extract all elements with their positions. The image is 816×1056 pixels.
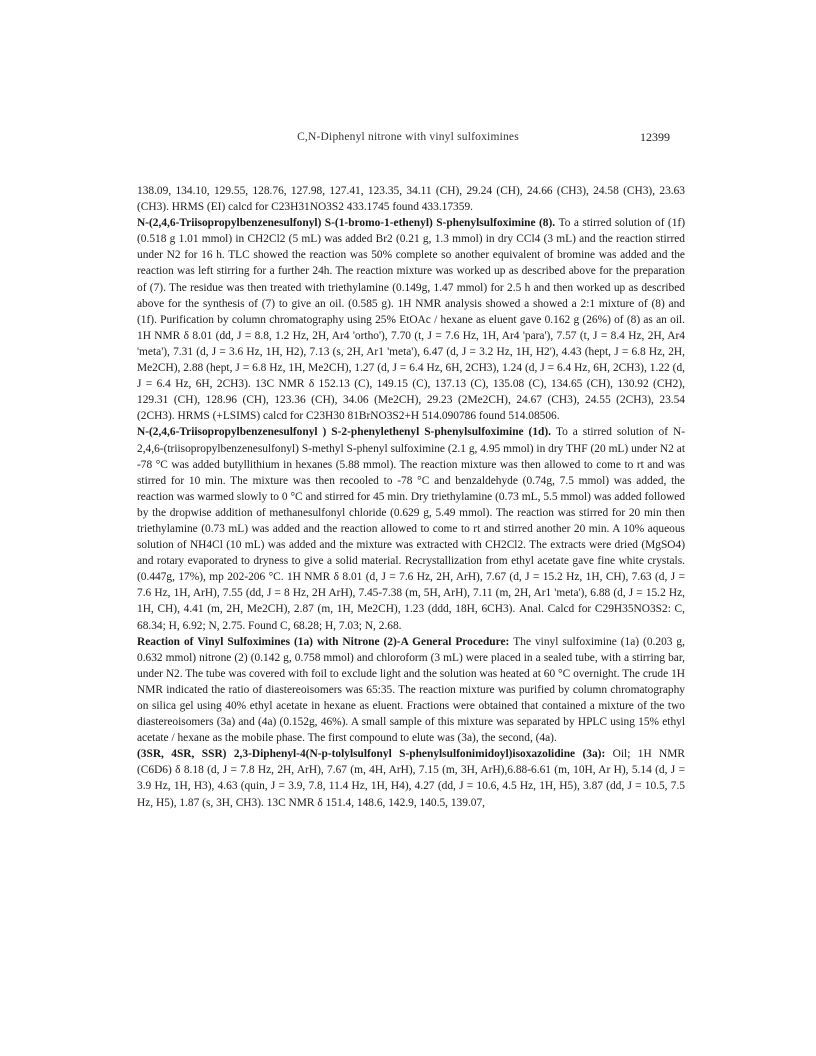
paragraph-heading: N-(2,4,6-Triisopropylbenzenesulfonyl) S-(1-bromo-1-ethenyl) S-phenylsulfoximine (8). bbox=[137, 217, 559, 230]
page-number: 12399 bbox=[640, 130, 670, 144]
paragraph-heading: (3SR, 4SR, SSR) 2,3-Diphenyl-4(N-p-tolylsulfonyl S-phenylsulfonimidoyl)isoxazolidine (3a): bbox=[137, 748, 613, 761]
paragraph-nmr-data-continued bbox=[137, 183, 685, 215]
running-title: C,N-Diphenyl nitrone with vinyl sulfoximines bbox=[297, 131, 519, 143]
paragraph-text: 138.09, 134.10, 129.55, 128.76, 127.98, 127.41, 123.35, 34.11 (CH), 29.24 (CH), 24.66 (CH3), 24.58 (CH3), 23.63 (CH3). HRMS (EI) calcd for C23H31NO3S2 433.1745 found 433.17359. bbox=[137, 185, 685, 214]
paragraph-compound-1d bbox=[137, 424, 685, 633]
paragraph-text: To a stirred solution of (1f) (0.518 g 1.01 mmol) in CH2Cl2 (5 mL) was added Br2 (0.21 g, 1.3 mmol) in dry CCl4 (3 mL) and the reaction stirred under N2 for 16 h. TLC showed the reaction was 50% complete so another equivalent of bromine was added and the reaction was left stirring for a further 24h. The reaction mixture was worked up as described above for the preparation of (7). The residue was then treated with triethylamine (0.149g, 1.47 mmol) for 2.5 h and then worked up as described above for the synthesis of (7) to give an oil. (0.585 g). 1H NMR analysis showed a showed a 2:1 mixture of (8) and (1f). Purification by column chromatography using 25% EtOAc / hexane as eluent gave 0.162 g (26%) of (8) as an oil. 1H NMR δ 8.01 (dd, J = 8.8, 1.2 Hz, 2H, Ar4 'ortho'), 7.70 (t, J = 7.6 Hz, 1H, Ar4 'para'), 7.57 (t, J = 8.4 Hz, 2H, Ar4 'meta'), 7.31 (d, J = 3.6 Hz, 1H, H2), 7.13 (s, 2H, Ar1 'meta'), 6.47 (d, J = 3.2 Hz, 1H, H2'), 4.43 (hept, J = 6.8 Hz, 2H, Me2CH), 2.88 (hept, J = 6.8 Hz, 1H, Me2CH), 1.27 (d, J = 6.4 Hz, 6H, 2CH3), 1.24 (d, J = 6.4 Hz, 6H, 2CH3), 1.22 (d, J = 6.4 Hz, 6H, 2CH3). 13C NMR δ 152.13 (C), 149.15 (C), 137.13 (C), 135.08 (C), 134.65 (CH), 130.92 (CH2), 129.31 (CH), 128.96 (CH), 123.36 (CH), 34.06 (Me2CH), 29.23 (2Me2CH), 24.67 (CH3), 24.55 (2CH3), 23.54 (2CH3). HRMS (+LSIMS) calcd for C23H30 81BrNO3S2+H 514.090786 found 514.08506. bbox=[137, 217, 685, 423]
paragraph-compound-8 bbox=[137, 215, 685, 424]
paragraph-heading: Reaction of Vinyl Sulfoximines (1a) with Nitrone (2)-A General Procedure: bbox=[137, 635, 514, 648]
paragraph-heading: N-(2,4,6-Triisopropylbenzenesulfonyl ) S-2-phenylethenyl S-phenylsulfoximine (1d). bbox=[137, 426, 556, 439]
paragraph-text: The vinyl sulfoximine (1a) (0.203 g, 0.632 mmol) nitrone (2) (0.142 g, 0.758 mmol) and chloroform (3 mL) were placed in a sealed tube, with a stirring bar, under N2. The tube was covered with foil to exclude light and the solution was heated at 60 °C overnight. The crude 1H NMR indicated the ratio of diastereoisomers was 65:35. The reaction mixture was purified by column chromatography on silica gel using 40% ethyl acetate in hexane as eluent. Fractions were obtained that contained a mixture of the two diastereoisomers (3a) and (4a) (0.152g, 46%). A small sample of this mixture was separated by HPLC using 15% ethyl acetate / hexane as the mobile phase. The first compound to elute was (3a), the second, (4a). bbox=[137, 635, 685, 745]
paragraph-compound-3a bbox=[137, 746, 685, 810]
experimental-body bbox=[137, 183, 685, 811]
paragraph-general-procedure bbox=[137, 634, 685, 747]
paragraph-text: To a stirred solution of N-2,4,6-(triisopropylbenzenesulfonyl) S-methyl S-phenyl sulfoximine (2.1 g, 4.95 mmol) in dry THF (20 mL) under N2 at -78 °C was added butyllithium in hexanes (5.88 mmol). The reaction mixture was then allowed to come to rt and was stirred for 10 min. The mixture was then recooled to -78 °C and benzaldehyde (0.74g, 7.5 mmol) was added, the reaction was warmed slowly to 0 °C and stirred for 45 min. Dry triethylamine (0.73 mL, 5.5 mmol) was added followed by the dropwise addition of methanesulfonyl chloride (0.629 g, 5.49 mmol). The reaction was stirred for 20 min then triethylamine (0.73 mL) was added and the reaction allowed to come to rt and stirred another 20 min. A 10% aqueous solution of NH4Cl (10 mL) was added and the mixture was extracted with CH2Cl2. The extracts were dried (MgSO4) and rotary evaporated to dryness to give a solid material. Recrystallization from ethyl acetate gave fine white crystals. (0.447g, 17%), mp 202-206 °C. 1H NMR δ 8.01 (d, J = 7.6 Hz, 2H, ArH), 7.67 (d, J = 15.2 Hz, 1H, CH), 7.63 (d, J = 7.6 Hz, 1H, ArH), 7.55 (dd, J = 8 Hz, 2H ArH), 7.45-7.38 (m, 5H, ArH), 7.11 (m, 2H, Ar1 'meta'), 6.88 (d, J = 15.2 Hz, 1H, CH), 4.41 (m, 2H, Me2CH), 2.87 (m, 1H, Me2CH), 1.23 (ddd, 18H, 6CH3). Anal. Calcd for C29H35NO3S2: C, 68.34; H, 6.92; N, 2.75. Found C, 68.28; H, 7.03; N, 2.68. bbox=[137, 426, 685, 632]
paragraph-text: Oil; 1H NMR (C6D6) δ 8.18 (d, J = 7.8 Hz, 2H, ArH), 7.67 (m, 4H, ArH), 7.15 (m, 3H, ArH),6.88-6.61 (m, 10H, Ar H), 5.14 (d, J = 3.9 Hz, 1H, H3), 4.63 (quin, J = 3.9, 7.8, 11.4 Hz, 1H, H4), 4.27 (dd, J = 10.6, 4.5 Hz, 1H, H5), 3.87 (dd, J = 10.5, 7.5 Hz, H5), 1.87 (s, 3H, CH3). 13C NMR δ 151.4, 148.6, 142.9, 140.5, 139.07, bbox=[137, 748, 686, 809]
